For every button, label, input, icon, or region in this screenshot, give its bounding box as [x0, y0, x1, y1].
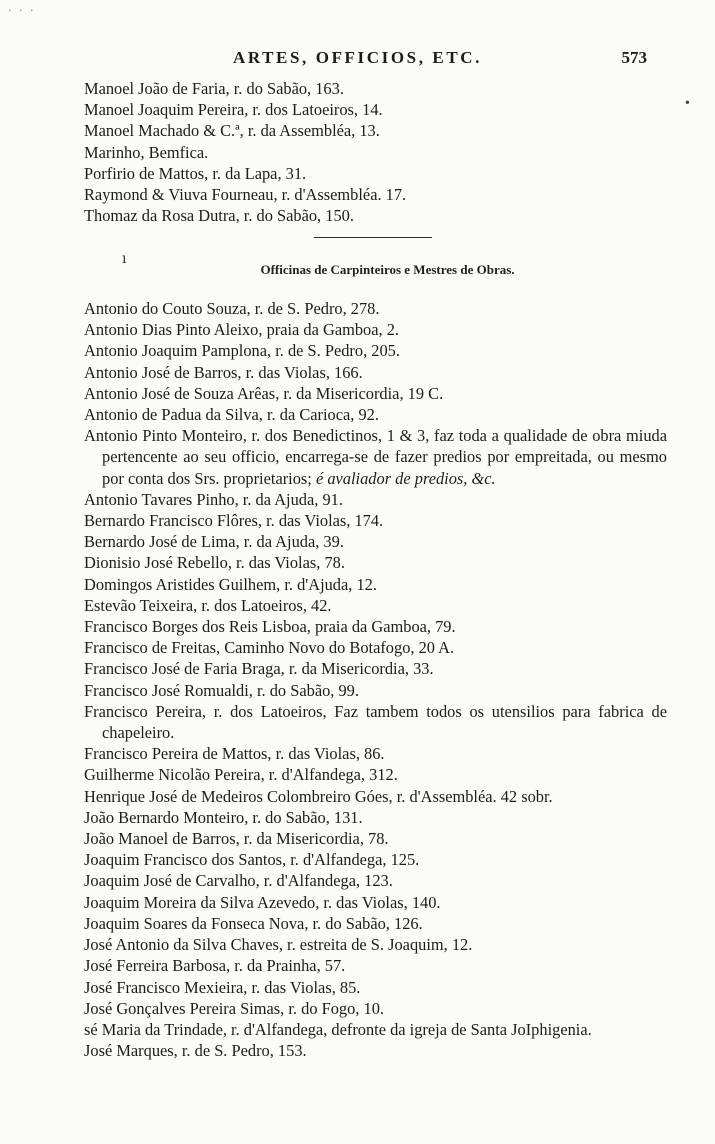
- directory-entry: Francisco de Freitas, Caminho Novo do Botafogo, 20 A.: [84, 638, 455, 658]
- directory-entry: José Ferreira Barbosa, r. da Prainha, 57.: [84, 956, 346, 976]
- entry-text: Antonio Pinto Monteiro, r. dos Benedictinos, 1 & 3, faz toda a qualidade de obra miuda pertencente ao seu officio, encarrega-se de fazer predios por empreitada, ou mesmo por conta dos Srs. proprietarios;: [84, 426, 667, 488]
- directory-entry: Francisco Pereira, r. dos Latoeiros, Faz tambem todos os utensilios para fabrica de chapeleiro.: [84, 701, 667, 743]
- directory-entry: Antonio Joaquim Pamplona, r. de S. Pedro, 205.: [84, 341, 400, 361]
- directory-entry: Henrique José de Medeiros Colombreiro Góes, r. d'Assembléa. 42 sobr.: [84, 786, 553, 806]
- directory-entry: Antonio de Padua da Silva, r. da Carioca, 92.: [84, 405, 379, 425]
- section-heading: Officinas de Carpinteiros e Mestres de Obras.: [260, 262, 515, 277]
- directory-entry: Antonio do Couto Souza, r. de S. Pedro, 278.: [84, 299, 380, 318]
- page-header: [0, 48, 715, 72]
- directory-entry: João Bernardo Monteiro, r. do Sabão, 131.: [84, 807, 363, 827]
- corner-mark: · · ·: [8, 4, 36, 17]
- directory-entry: Manoel Machado & C.ª, r. da Assembléa, 13.: [84, 121, 380, 141]
- directory-entry: Francisco José Romualdi, r. do Sabão, 99.: [84, 680, 359, 700]
- directory-entry: Francisco Borges dos Reis Lisboa, praia da Gamboa, 79.: [84, 617, 456, 637]
- directory-entry: José Francisco Mexieira, r. das Violas, 85.: [84, 977, 361, 997]
- directory-entry: José Gonçalves Pereira Simas, r. do Fogo, 10.: [84, 998, 385, 1018]
- directory-entry: Antonio José de Barros, r. das Violas, 166.: [84, 362, 363, 382]
- directory-entry: Dionisio José Rebello, r. das Violas, 78.: [84, 553, 345, 573]
- directory-entry: José Antonio da Silva Chaves, r. estreita de S. Joaquim, 12.: [84, 935, 473, 955]
- running-title: ARTES, OFFICIOS, ETC.: [232, 48, 483, 67]
- directory-entry: Marinho, Bemfica.: [84, 142, 209, 162]
- page-number: 573: [621, 48, 647, 67]
- directory-entry: Raymond & Viuva Fourneau, r. d'Assembléa. 17.: [84, 185, 407, 205]
- directory-entry: Estevão Teixeira, r. dos Latoeiros, 42.: [84, 595, 332, 615]
- directory-entry: Joaquim Francisco dos Santos, r. d'Alfandega, 125.: [84, 850, 420, 870]
- directory-entry: Porfirio de Mattos, r. da Lapa, 31.: [84, 163, 307, 183]
- directory-entry: Antonio Dias Pinto Aleixo, praia da Gamboa, 2.: [84, 320, 400, 340]
- directory-entry: Bernardo Francisco Flôres, r. das Violas, 174.: [84, 511, 384, 531]
- directory-entry: Joaquim Soares da Fonseca Nova, r. do Sabão, 126.: [84, 913, 423, 933]
- stray-mark: ı: [122, 251, 127, 267]
- section-divider: [314, 237, 432, 238]
- top-entry-list: [84, 78, 667, 226]
- directory-entry: Francisco José de Faria Braga, r. da Misericordia, 33.: [84, 659, 434, 679]
- directory-entry: José Marques, r. de S. Pedro, 153.: [84, 1041, 307, 1061]
- margin-dot: •: [683, 96, 691, 110]
- directory-entry: Antonio José de Souza Arêas, r. da Misericordia, 19 C.: [84, 383, 444, 403]
- directory-entry: Joaquim Moreira da Silva Azevedo, r. das Violas, 140.: [84, 892, 441, 912]
- directory-entry: sé Maria da Trindade, r. d'Alfandega, defronte da igreja de Santa JoIphigenia.: [84, 1019, 592, 1039]
- directory-entry: Antonio Tavares Pinho, r. da Ajuda, 91.: [84, 489, 343, 509]
- directory-entry: João Manoel de Barros, r. da Misericordia, 78.: [84, 829, 389, 849]
- directory-entry: Thomaz da Rosa Dutra, r. do Sabão, 150.: [84, 206, 354, 226]
- directory-entry-long: [84, 425, 667, 489]
- main-entry-list: [84, 298, 667, 1061]
- directory-entry: Manoel Joaquim Pereira, r. dos Latoeiros, 14.: [84, 100, 383, 120]
- directory-entry: Francisco Pereira de Mattos, r. das Violas, 86.: [84, 744, 385, 764]
- directory-entry: Domingos Aristides Guilhem, r. d'Ajuda, 12.: [84, 574, 377, 594]
- directory-entry: Joaquim José de Carvalho, r. d'Alfandega, 123.: [84, 871, 393, 891]
- directory-entry: Manoel João de Faria, r. do Sabão, 163.: [84, 79, 344, 98]
- entry-italic-note: é avaliador de predios, &c.: [315, 468, 496, 488]
- directory-entry: Bernardo José de Lima, r. da Ajuda, 39.: [84, 532, 344, 552]
- directory-entry: Guilherme Nicolão Pereira, r. d'Alfandega, 312.: [84, 765, 398, 785]
